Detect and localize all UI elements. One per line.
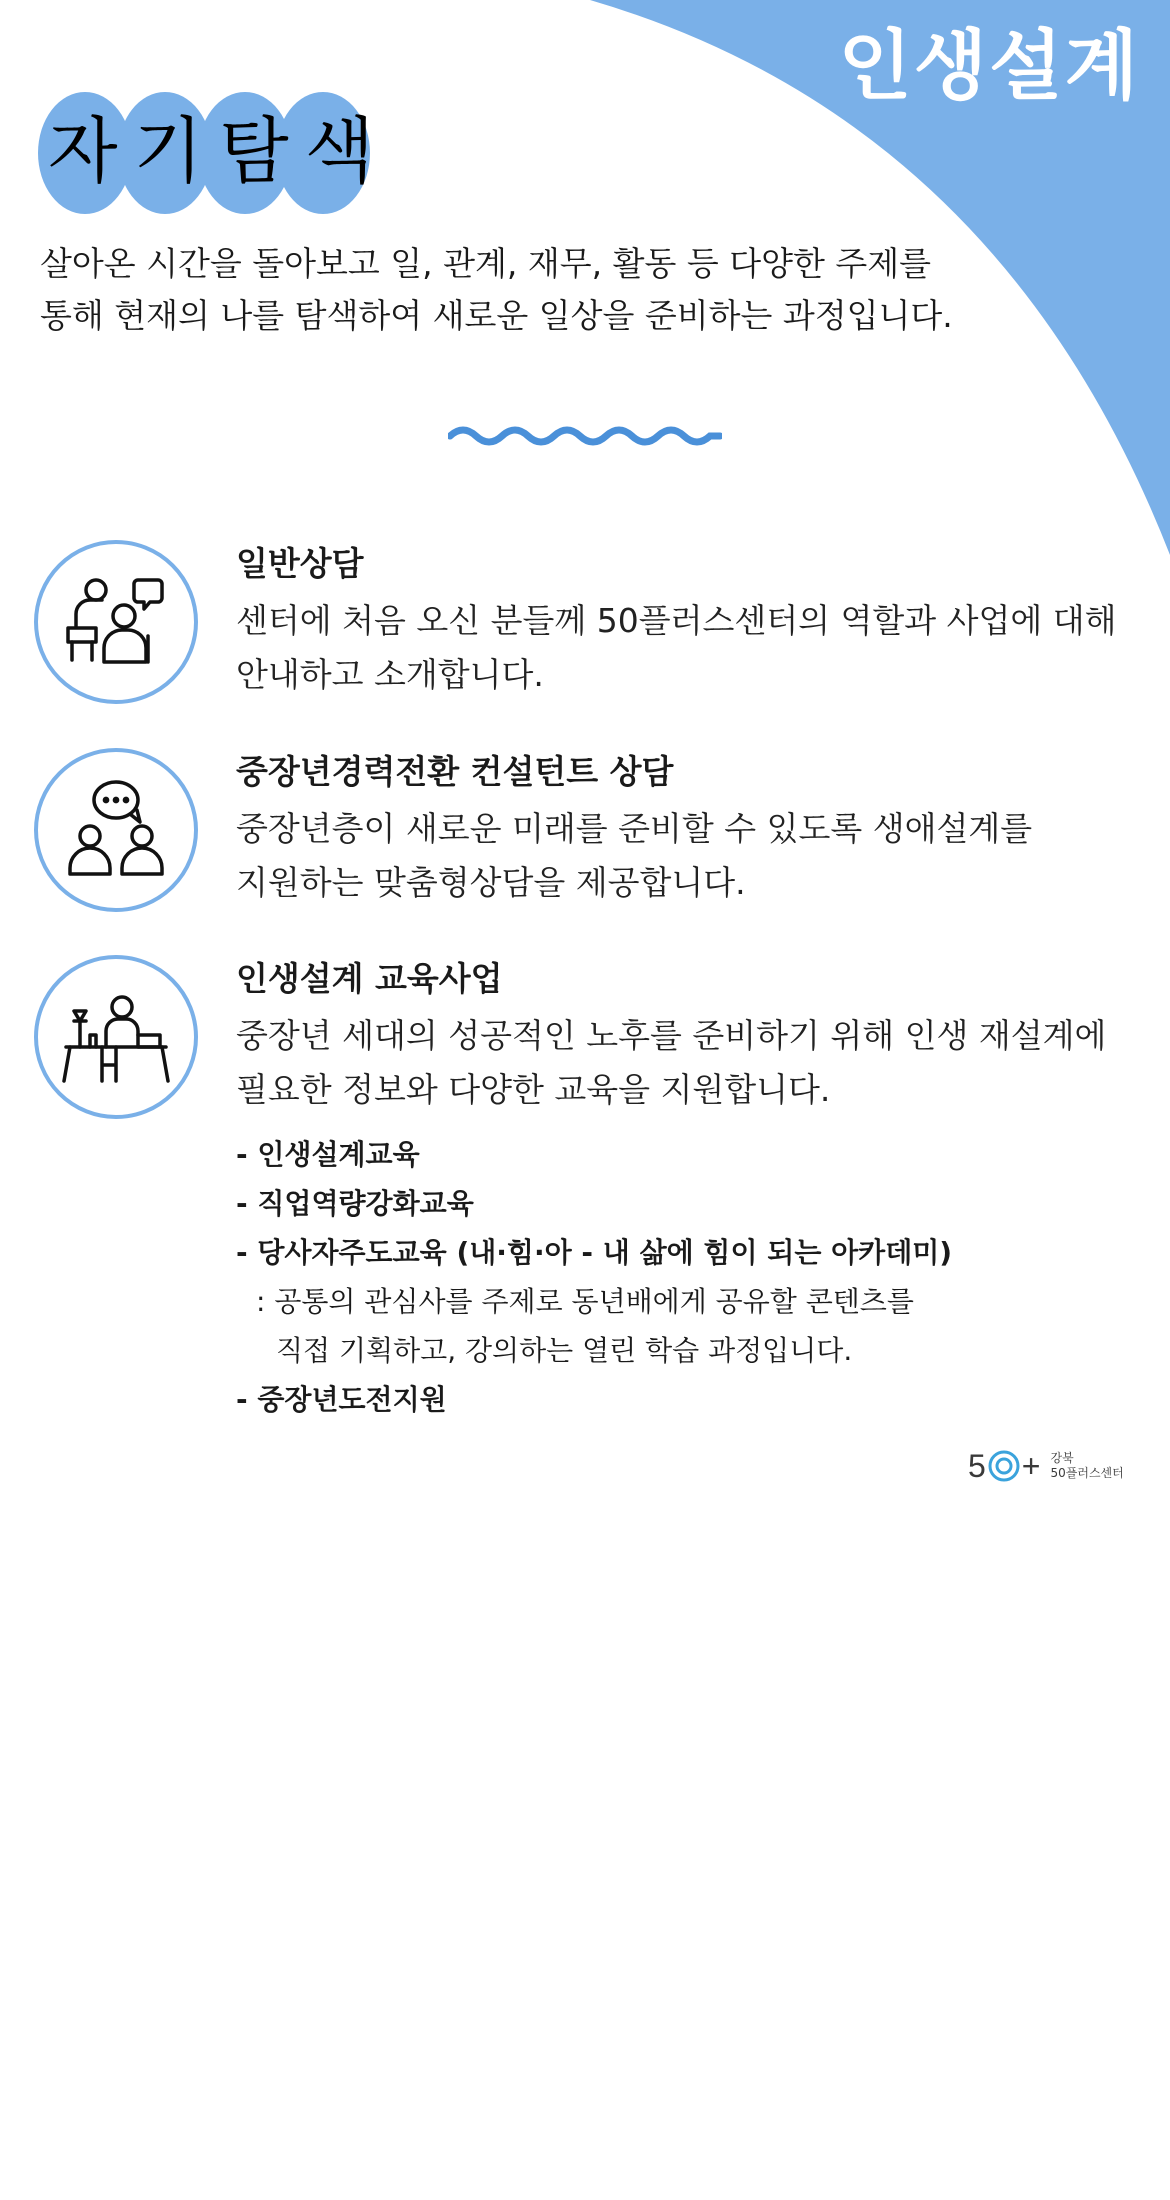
service-title: 일반상담 [236, 544, 364, 583]
center-logo [968, 1448, 1124, 1484]
program-item: - 당사자주도교육 (내·힘·아 - 내 삶에 힘이 되는 아카데미) [236, 1236, 953, 1269]
service-desc-line: 지원하는 맞춤형상담을 제공합니다. [236, 863, 746, 902]
service-desc-line: 필요한 정보와 다양한 교육을 지원합니다. [236, 1070, 831, 1109]
service-text [236, 540, 1136, 702]
service-text [236, 748, 1136, 910]
intro-paragraph [40, 238, 1100, 342]
section-title [38, 92, 391, 214]
service-desc-line: 안내하고 소개합니다. [236, 655, 544, 694]
service-text [236, 955, 1136, 1117]
intro-line: 살아온 시간을 돌아보고 일, 관계, 재무, 활동 등 다양한 주제를 [40, 244, 931, 283]
logo-name-line: 강북 [1050, 1451, 1074, 1465]
logo-name-line: 50플러스센터 [1050, 1466, 1124, 1480]
service-title: 중장년경력전환 컨설턴트 상담 [236, 752, 674, 791]
education-icon [34, 955, 198, 1119]
service-desc-line: 센터에 처음 오신 분들께 50플러스센터의 역할과 사업에 대해 [236, 601, 1117, 640]
service-desc-line: 중장년 세대의 성공적인 노후를 준비하기 위해 인생 재설계에 [236, 1016, 1107, 1055]
corner-title: 인생설계 [838, 21, 1140, 110]
logo-plus: + [1021, 1448, 1041, 1484]
program-item: - 직업역량강화교육 [236, 1187, 474, 1220]
program-item: - 중장년도전지원 [236, 1383, 447, 1416]
program-note: 직접 기획하고, 강의하는 열린 학습 과정입니다. [276, 1334, 853, 1367]
program-list [236, 1130, 1136, 1424]
counseling-icon [34, 540, 198, 704]
section-title-text: 자기탐색 [48, 109, 391, 193]
wave-divider [448, 420, 722, 452]
service-description [236, 1009, 1136, 1117]
program-note: : 공통의 관심사를 주제로 동년배에게 공유할 콘텐츠를 [256, 1285, 914, 1318]
service-description [236, 594, 1136, 702]
logo-ring-icon [986, 1448, 1022, 1484]
service-description [236, 802, 1136, 910]
program-item: - 인생설계교육 [236, 1138, 420, 1171]
logo-five: 5 [968, 1448, 986, 1484]
intro-line: 통해 현재의 나를 탐색하여 새로운 일상을 준비하는 과정입니다. [40, 296, 953, 335]
service-title: 인생설계 교육사업 [236, 959, 503, 998]
service-desc-line: 중장년층이 새로운 미래를 준비할 수 있도록 생애설계를 [236, 809, 1033, 848]
consultation-icon [34, 748, 198, 912]
logo-name [1050, 1451, 1123, 1481]
